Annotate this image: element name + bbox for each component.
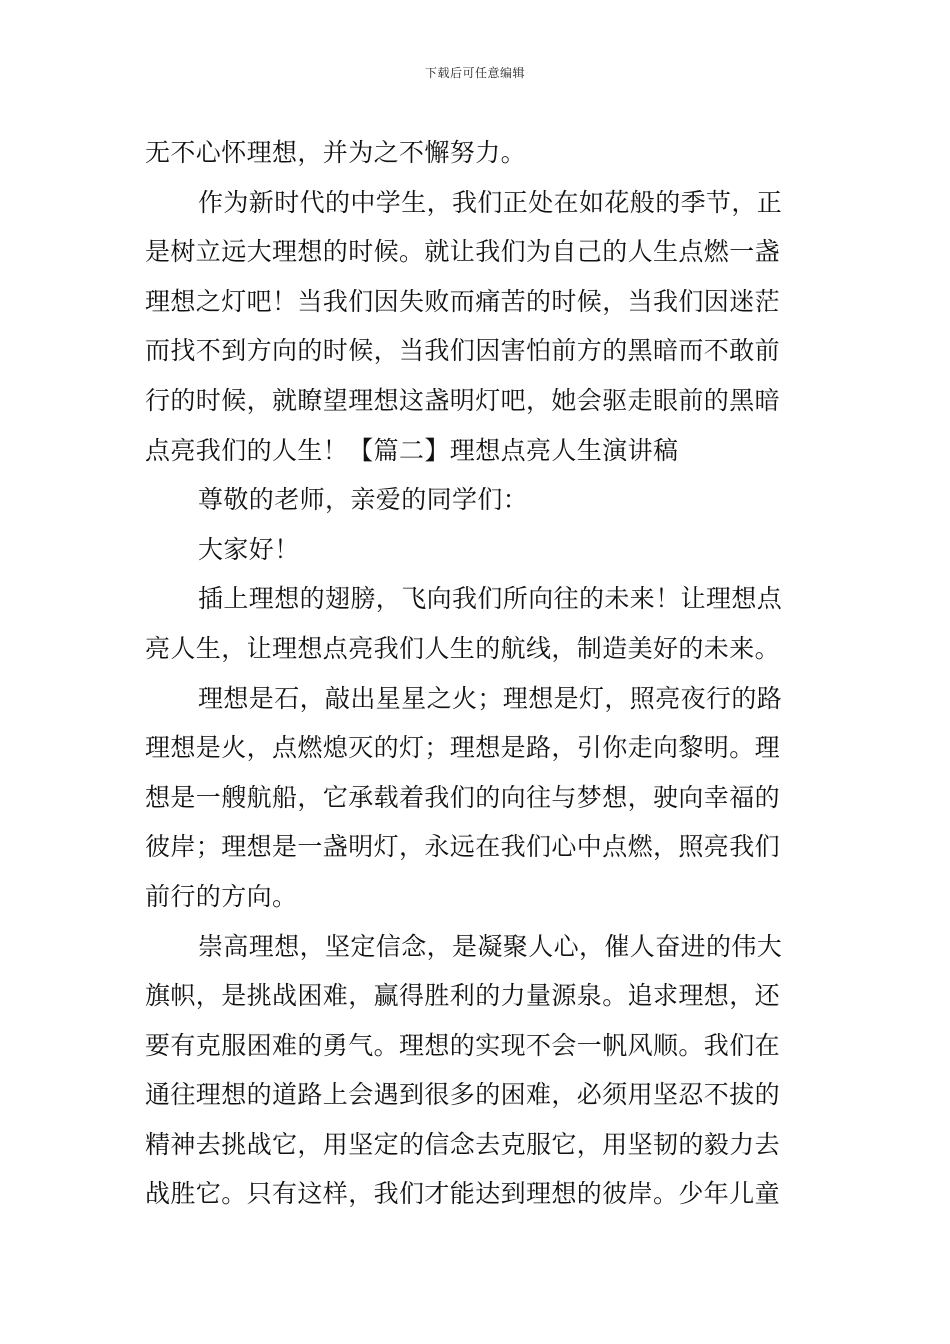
- text-line: 彼岸；理想是一盏明灯，永远在我们心中点燃，照亮我们: [145, 832, 781, 862]
- text-line: 精神去挑战它，用坚定的信念去克服它，用坚韧的毅力去: [145, 1129, 781, 1159]
- text-line: 行的时候，就瞭望理想这盏明灯吧，她会驱走眼前的黑暗: [145, 385, 781, 415]
- text-line: 崇高理想，坚定信念，是凝聚人心，催人奋进的伟大: [198, 931, 783, 961]
- text-line: 理想之灯吧！当我们因失败而痛苦的时候，当我们因迷茫: [145, 286, 781, 316]
- text-line: 理想是火，点燃熄灭的灯；理想是路，引你走向黎明。理: [145, 733, 781, 763]
- text-line: 战胜它。只有这样，我们才能达到理想的彼岸。少年儿童: [145, 1179, 781, 1209]
- text-line: 而找不到方向的时候，当我们因害怕前方的黑暗而不敢前: [145, 336, 781, 366]
- text-line: 是树立远大理想的时候。就让我们为自己的人生点燃一盏: [145, 237, 781, 267]
- text-line: 插上理想的翅膀，飞向我们所向往的未来！让理想点: [198, 584, 783, 614]
- text-line: 前行的方向。: [145, 881, 298, 911]
- text-line: 点亮我们的人生！【篇二】理想点亮人生演讲稿: [145, 435, 679, 465]
- text-line: 旗帜，是挑战困难，赢得胜利的力量源泉。追求理想，还: [145, 981, 781, 1011]
- text-line: 想是一艘航船，它承载着我们的向往与梦想，驶向幸福的: [145, 782, 781, 812]
- text-line: 大家好！: [198, 534, 300, 564]
- text-line: 通往理想的道路上会遇到很多的困难，必须用坚忍不拔的: [145, 1080, 781, 1110]
- text-line: 尊敬的老师，亲爱的同学们：: [198, 485, 529, 515]
- document-body: [145, 128, 815, 1219]
- text-line: 无不心怀理想，并为之不懈努力。: [145, 138, 527, 167]
- text-line: 亮人生，让理想点亮我们人生的航线，制造美好的未来。: [145, 633, 781, 663]
- page-header: 下载后可任意编辑: [424, 66, 525, 80]
- text-line: 作为新时代的中学生，我们正处在如花般的季节，正: [198, 187, 783, 217]
- text-line: 要有克服困难的勇气。理想的实现不会一帆风顺。我们在: [145, 1030, 781, 1060]
- text-line: 理想是石，敲出星星之火；理想是灯，照亮夜行的路: [198, 683, 783, 713]
